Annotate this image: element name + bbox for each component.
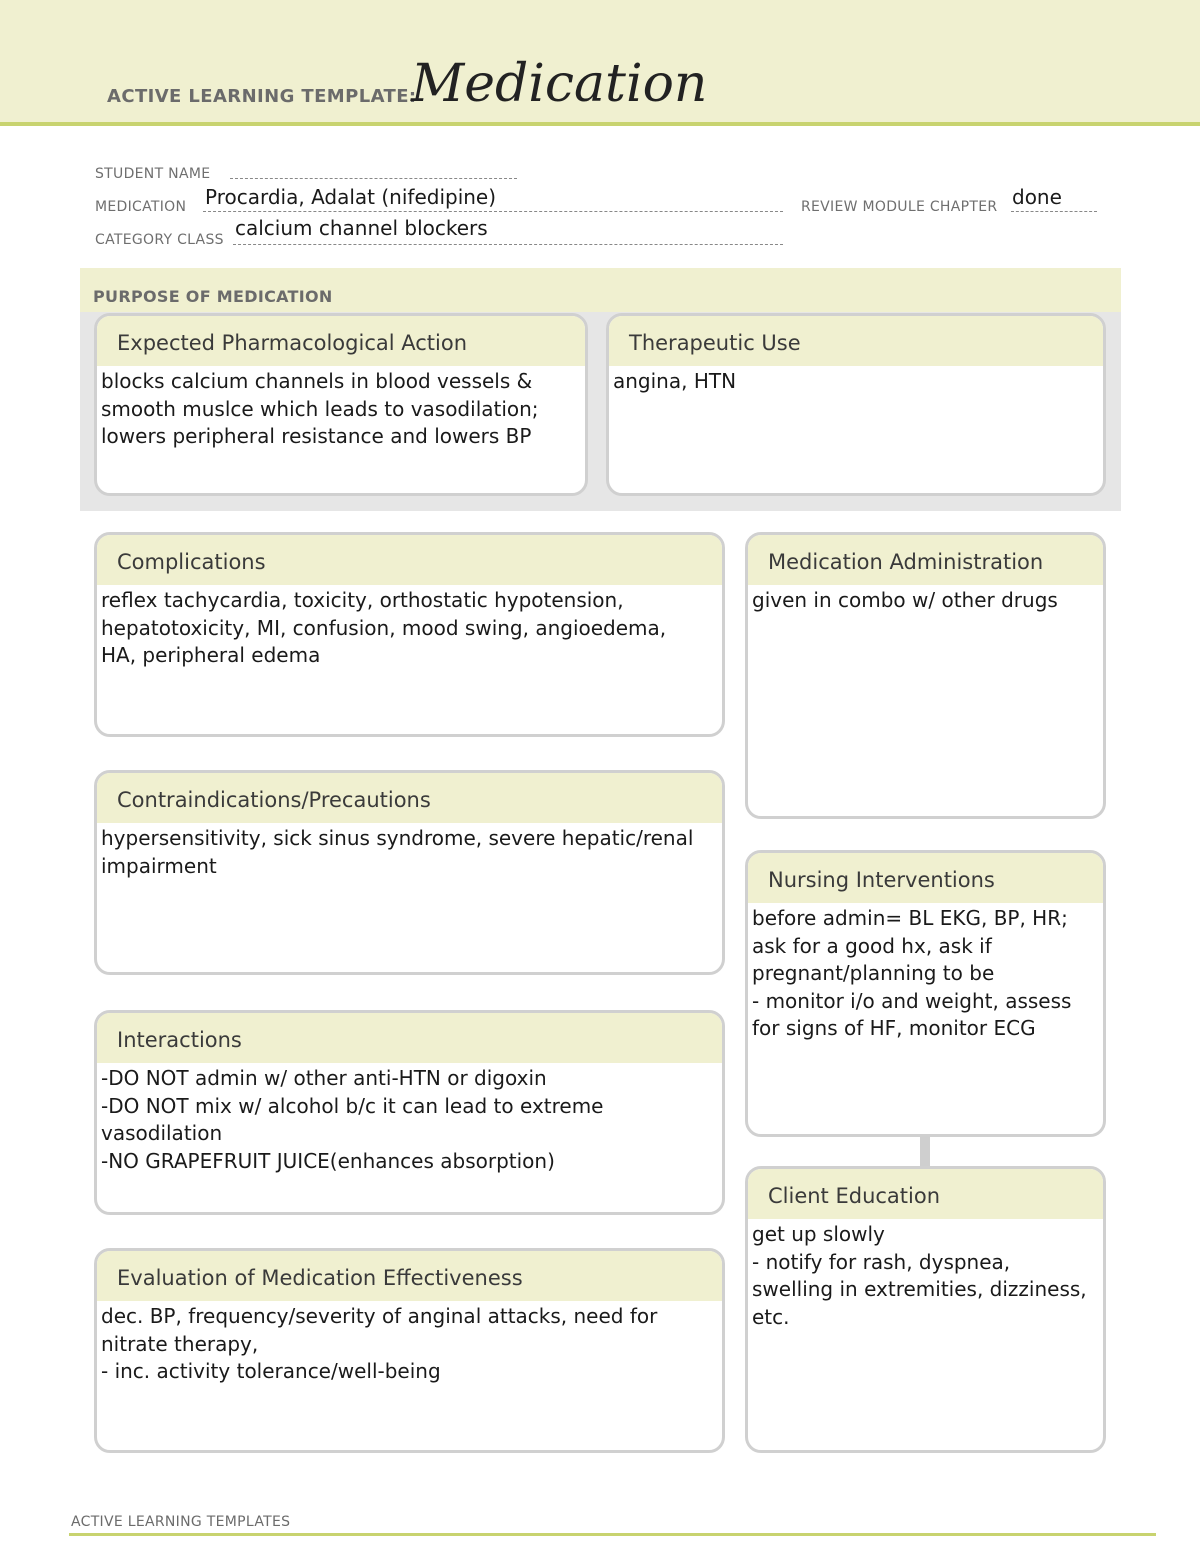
nursing-interventions-header [748,853,1103,903]
evaluation-header [97,1251,722,1301]
review-module-field[interactable] [1011,211,1097,212]
footer-label: ACTIVE LEARNING TEMPLATES [71,1514,291,1530]
purpose-title: PURPOSE OF MEDICATION [93,287,333,306]
complications-header [97,535,722,585]
administration-header [748,535,1103,585]
evaluation-title: Evaluation of Medication Effectiveness [117,1266,523,1290]
nursing-interventions-box[interactable] [745,850,1106,1137]
nursing-interventions-title: Nursing Interventions [768,868,995,892]
medication-field[interactable] [203,211,783,212]
footer-rule [69,1533,1156,1536]
expected-action-text: blocks calcium channels in blood vessels & smooth muslce which leads to vasodilation; lowers peripheral resistance and lowers BP [101,369,539,448]
administration-text: given in combo w/ other drugs [752,588,1058,612]
contraindications-header [97,773,722,823]
evaluation-box[interactable] [94,1248,725,1453]
interactions-box[interactable] [94,1010,725,1215]
client-education-text: get up slowly - notify for rash, dyspnea, swelling in extremities, dizziness, etc. [752,1222,1087,1329]
client-education-header [748,1169,1103,1219]
administration-box[interactable] [745,532,1106,819]
category-class-label: CATEGORY CLASS [95,232,224,248]
expected-action-title: Expected Pharmacological Action [117,331,468,355]
expected-action-box[interactable] [94,313,588,496]
contraindications-title: Contraindications/Precautions [117,788,431,812]
template-label: ACTIVE LEARNING TEMPLATE: [107,86,417,107]
administration-title: Medication Administration [768,550,1044,574]
complications-box[interactable] [94,532,725,737]
therapeutic-use-title: Therapeutic Use [629,331,801,355]
contraindications-text: hypersensitivity, sick sinus syndrome, severe hepatic/renal impairment [101,826,694,878]
therapeutic-use-box[interactable] [606,313,1106,496]
medication-label: MEDICATION [95,199,187,215]
page-title: Medication [411,54,708,114]
client-education-title: Client Education [768,1184,941,1208]
contraindications-box[interactable] [94,770,725,975]
client-education-box[interactable] [745,1166,1106,1453]
complications-text: reflex tachycardia, toxicity, orthostatic hypotension, hepatotoxicity, MI, confusion, mood swing, angioedema, HA, peripheral edema [101,588,667,667]
complications-title: Complications [117,550,266,574]
nursing-interventions-text: before admin= BL EKG, BP, HR; ask for a good hx, ask if pregnant/planning to be - monitor i/o and weight, assess for signs of HF, monitor ECG [752,906,1072,1040]
header-rule [0,122,1200,126]
therapeutic-use-text: angina, HTN [613,369,737,393]
evaluation-text: dec. BP, frequency/severity of anginal attacks, need for nitrate therapy, - inc. activity tolerance/well-being [101,1304,658,1383]
interactions-title: Interactions [117,1028,242,1052]
student-name-field[interactable] [230,178,517,179]
student-name-label: STUDENT NAME [95,166,211,182]
connector-bar [920,1136,930,1166]
expected-action-header [97,316,585,366]
medication-value: Procardia, Adalat (nifedipine) [205,185,497,209]
review-module-value: done [1012,185,1062,209]
review-module-label: REVIEW MODULE CHAPTER [801,199,998,215]
therapeutic-use-header [609,316,1103,366]
interactions-text: -DO NOT admin w/ other anti-HTN or digoxin -DO NOT mix w/ alcohol b/c it can lead to extreme vasodilation -NO GRAPEFRUIT JUICE(enhances absorption) [101,1066,604,1173]
category-class-value: calcium channel blockers [235,216,488,240]
interactions-header [97,1013,722,1063]
category-class-field[interactable] [233,244,783,245]
